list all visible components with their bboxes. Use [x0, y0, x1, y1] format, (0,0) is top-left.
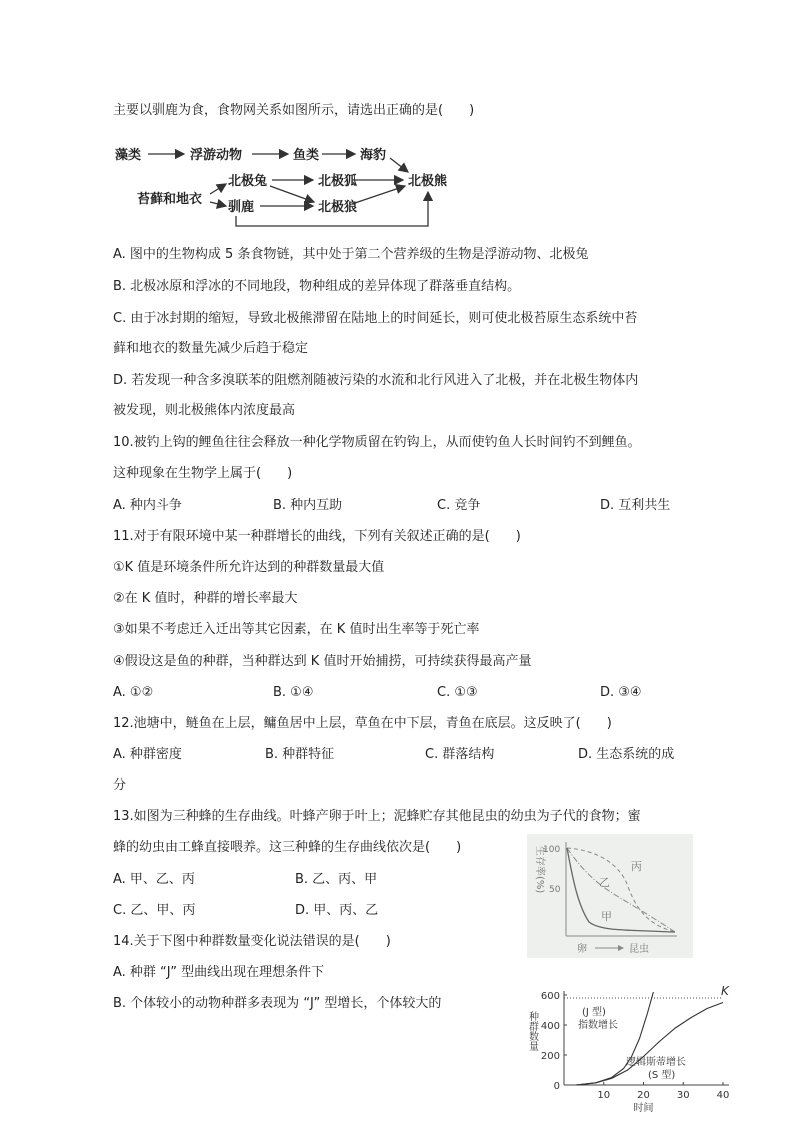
q9-option-c-line2: 藓和地衣的数量先减少后趋于稳定 [113, 341, 309, 356]
q12-option-d-line2: 分 [113, 778, 127, 793]
y-axis-label: 种群数量 [526, 1011, 538, 1051]
intro-line: 主要以驯鹿为食，食物网关系如图所示，请选出正确的是( ) [113, 103, 475, 118]
q13-option-a: A. 甲、乙、丙 [113, 872, 195, 887]
survival-x-end: 昆虫 [629, 944, 649, 955]
q13-option-d: D. 甲、丙、乙 [295, 903, 379, 918]
x-tick-label: 30 [676, 1090, 690, 1101]
node-wolf: 北极狼 [318, 200, 358, 215]
q9-option-b: B. 北极冰原和浮冰的不同地段，物种组成的差异体现了群落垂直结构。 [113, 279, 521, 294]
q13-option-b: B. 乙、丙、甲 [295, 872, 378, 887]
q11-option-c: C. ①③ [437, 685, 478, 700]
q11-statement-2: ②在 K 值时，种群的增长率最大 [113, 591, 298, 606]
s-curve-label: (S 型) [648, 1070, 676, 1081]
arrow-seal-bear [390, 158, 408, 172]
s-curve-label: 逻辑斯蒂增长 [626, 1057, 686, 1068]
q9-option-a: A. 图中的生物构成 5 条食物链，其中处于第二个营养级的生物是浮游动物、北极兔 [113, 247, 589, 262]
q12-option-a: A. 种群密度 [113, 747, 182, 762]
q10-option-a: A. 种内斗争 [113, 498, 182, 513]
q11-option-a: A. ①② [113, 685, 154, 700]
x-tick-label: 20 [637, 1090, 650, 1101]
x-tick-label: 10 [597, 1090, 611, 1101]
arrow-moss-reindeer [210, 202, 226, 206]
arrow-wolf-bear [352, 186, 405, 204]
q12-option-c: C. 群落结构 [425, 747, 495, 762]
q10-stem-line2: 这种现象在生物学上属于( ) [113, 466, 293, 481]
q10-option-c: C. 竞争 [437, 498, 481, 513]
j-curve-label: 指数增长 [578, 1020, 618, 1031]
q10-option-d: D. 互利共生 [600, 498, 671, 513]
survival-y-50: 50 [549, 885, 561, 895]
label-bing: 丙 [631, 860, 642, 873]
q11-option-d: D. ③④ [600, 685, 642, 700]
q9-option-d-line1: D. 若发现一种含多溴联苯的阻燃剂随被污染的水流和北行风进入了北极，并在北极生物体内 [113, 373, 639, 388]
node-reindeer: 驯鹿 [228, 200, 255, 215]
food-web-diagram [110, 140, 470, 230]
node-fish: 鱼类 [293, 148, 320, 163]
survival-y-100: 100 [543, 845, 561, 855]
q12-option-b: B. 种群特征 [265, 747, 335, 762]
q14-option-b: B. 个体较小的动物种群多表现为 “J” 型增长，个体较大的 [113, 996, 442, 1011]
q13-stem-line1: 13.如图为三种蜂的生存曲线。叶蜂产卵于叶上；泥蜂贮存其他昆虫的幼虫为子代的食物；蜜 [113, 809, 641, 824]
q14-option-a: A. 种群 “J” 型曲线出现在理想条件下 [113, 965, 325, 980]
y-tick-label: 200 [540, 1051, 560, 1062]
y-tick-label: 400 [540, 1021, 560, 1032]
population-growth-chart [518, 983, 743, 1118]
node-zooplankton: 浮游动物 [190, 148, 243, 163]
q13-stem-line2: 蜂的幼虫由工蜂直接喂养。这三种蜂的生存曲线依次是( ) [113, 840, 462, 855]
q10-stem-line1: 10.被钓上钩的鲤鱼往往会释放一种化学物质留在钓钩上，从而使钓鱼人长时间钓不到鲤鱼。 [113, 435, 641, 450]
y-tick-label: 0 [553, 1081, 560, 1092]
q9-option-d-line2: 被发现，则北极熊体内浓度最高 [113, 403, 296, 418]
q12-stem: 12.池塘中，鲢鱼在上层，鳙鱼居中上层，草鱼在中下层，青鱼在底层。这反映了( ) [113, 716, 612, 731]
node-moss: 苔藓和地衣 [137, 192, 203, 207]
label-jia: 甲 [601, 910, 612, 923]
k-label: K [721, 984, 729, 998]
node-seal: 海豹 [360, 148, 387, 163]
arrow-hare-wolf [270, 186, 314, 202]
y-tick-label: 600 [540, 991, 560, 1002]
node-hare: 北极兔 [228, 174, 268, 189]
label-yi: 乙 [599, 876, 610, 889]
q11-statement-3: ③如果不考虑迁入迁出等其它因素，在 K 值时出生率等于死亡率 [113, 622, 480, 637]
j-curve-label: (J 型) [582, 1007, 606, 1018]
q9-option-c-line1: C. 由于冰封期的缩短，导致北极熊滞留在陆地上的时间延长，则可使北极苔原生态系统中苔 [113, 311, 638, 326]
q11-option-b: B. ①④ [273, 685, 314, 700]
q11-stem: 11.对于有限环境中某一种群增长的曲线，下列有关叙述正确的是( ) [113, 529, 521, 544]
q11-statement-4: ④假设这是鱼的种群，当种群达到 K 值时开始捕捞，可持续获得最高产量 [113, 654, 532, 669]
q13-option-c: C. 乙、甲、丙 [113, 903, 196, 918]
survival-curve-figure [527, 834, 693, 958]
node-algae: 藻类 [115, 148, 142, 163]
survival-x-start: 卵 [577, 944, 587, 955]
x-tick-label: 40 [716, 1090, 730, 1101]
q10-option-b: B. 种内互助 [273, 498, 343, 513]
arrow-moss-hare [210, 184, 226, 194]
node-fox: 北极狐 [318, 174, 358, 189]
q11-statement-1: ①K 值是环境条件所允许达到的种群数量最大值 [113, 560, 385, 575]
survival-y-label: 生存率(%) [534, 846, 545, 894]
q14-stem: 14.关于下图中种群数量变化说法错误的是( ) [113, 934, 391, 949]
q12-option-d-line1: D. 生态系统的成 [578, 747, 675, 762]
x-axis-label: 时间 [633, 1103, 654, 1114]
j-curve [576, 992, 654, 1085]
node-bear: 北极熊 [408, 174, 448, 189]
